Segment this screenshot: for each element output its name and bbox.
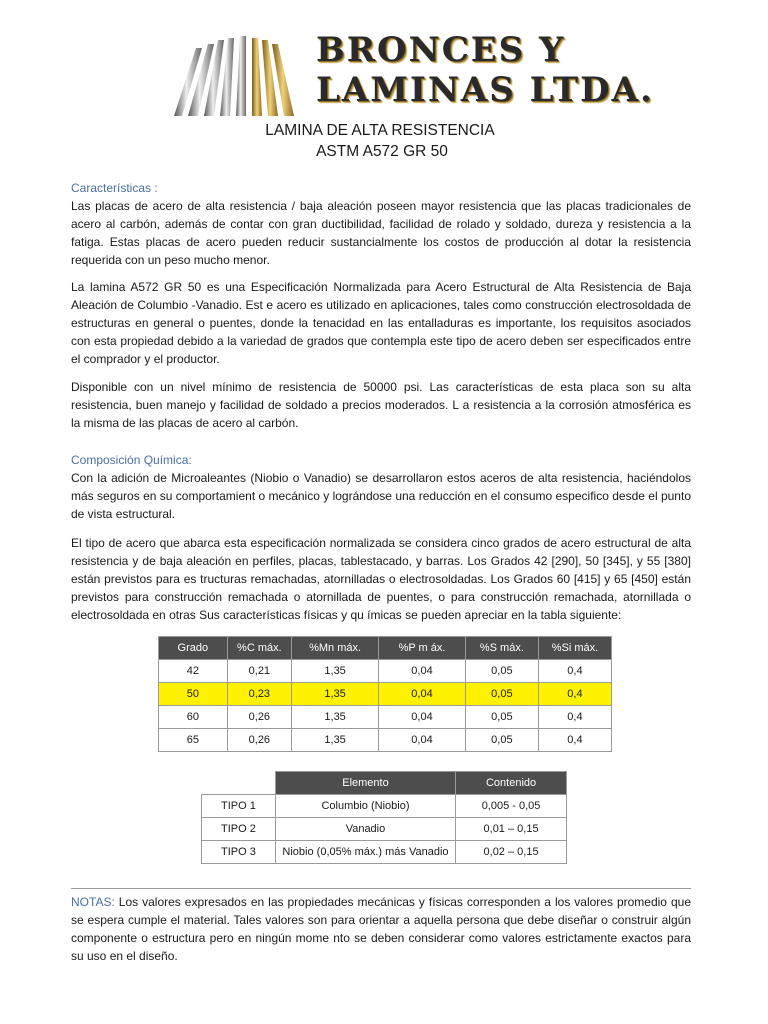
table-cell: 0,04 xyxy=(379,729,466,752)
company-name xyxy=(316,30,654,110)
table-row xyxy=(159,660,612,683)
table-row xyxy=(202,795,567,818)
table-cell: Niobio (0,05% máx.) más Vanadio xyxy=(275,841,455,864)
table-cell: 1,35 xyxy=(292,729,379,752)
paragraph-tipo-acero: El tipo de acero que abarca esta especificación normalizada se considera cinco grados de acero estructural de alta resistencia y de baja aleación en perfiles, placas, tablestacado, y barras. Los Grados 42 [290], 50 [345], y 55 [380] están previstos para es tructuras remachadas, atornilladas o electrosoldadas. Los Grados 60 [415] y 65 [450] están previstos para construcción remachada o atornillada de puentes, o para construcción remachada, atornillada o electrosoldada en otras Sus características físicas y qu ímicas se pueden apreciar en la tabla siguiente: xyxy=(71,536,691,622)
table-cell: 0,23 xyxy=(227,683,291,706)
table-cell: 1,35 xyxy=(292,706,379,729)
composicion-section xyxy=(71,452,691,523)
table-cell: TIPO 1 xyxy=(202,795,276,818)
table-cell: 0,21 xyxy=(227,660,291,683)
table-row xyxy=(159,706,612,729)
grades-header-cell: %S máx. xyxy=(465,637,538,660)
table-cell: 0,4 xyxy=(538,729,611,752)
table-cell: 1,35 xyxy=(292,683,379,706)
notes-text: Los valores expresados en las propiedades mecánicas y físicas corresponden a los valores promedio que se espera cumple el material. Tales valores son para orientar a aquella persona que debe diseñar o construir algún componente o estructura pero en ningún mome nto se deben considerar como valores estrictamente exactos para su uso en el diseño. xyxy=(71,895,691,963)
table-cell: 0,05 xyxy=(465,706,538,729)
table-cell: TIPO 2 xyxy=(202,818,276,841)
grades-header-cell: Grado xyxy=(159,637,228,660)
title-line2: ASTM A572 GR 50 xyxy=(316,143,448,160)
table-cell: 0,4 xyxy=(538,706,611,729)
table-cell: 0,04 xyxy=(379,706,466,729)
grades-header-cell: %P m áx. xyxy=(379,637,466,660)
table-cell: 1,35 xyxy=(292,660,379,683)
elements-table xyxy=(201,771,567,864)
table-row xyxy=(202,818,567,841)
table-cell: Columbio (Niobio) xyxy=(275,795,455,818)
elements-header-cell: Elemento xyxy=(275,772,455,795)
table-cell: 0,4 xyxy=(538,683,611,706)
notes-label: NOTAS: xyxy=(71,895,115,909)
table-cell: 0,4 xyxy=(538,660,611,683)
composicion-text: Con la adición de Microaleantes (Niobio o Vanadio) se desarrollaron estos aceros de alta resistencia, haciéndolos más seguros en su comportamient o mecánico y lográndose una reducción en el consumo especifico desde el punto de vista estructural. xyxy=(71,471,691,521)
grades-header-cell: %Si máx. xyxy=(538,637,611,660)
table-cell: 60 xyxy=(159,706,228,729)
table-cell: 50 xyxy=(159,683,228,706)
table-cell: 0,05 xyxy=(465,660,538,683)
table-cell: 0,05 xyxy=(465,729,538,752)
table-cell: 0,26 xyxy=(227,706,291,729)
table-row xyxy=(159,729,612,752)
table-cell: 0,26 xyxy=(227,729,291,752)
table-cell: 0,02 – 0,15 xyxy=(456,841,567,864)
grades-table xyxy=(158,636,612,752)
table-cell: 0,04 xyxy=(379,660,466,683)
table-cell: TIPO 3 xyxy=(202,841,276,864)
table-cell: 0,005 - 0,05 xyxy=(456,795,567,818)
table-cell: 42 xyxy=(159,660,228,683)
notes-section xyxy=(71,888,691,965)
grades-header-cell: %Mn máx. xyxy=(292,637,379,660)
title-line1: LAMINA DE ALTA RESISTENCIA xyxy=(265,122,495,139)
table-row xyxy=(202,841,567,864)
composicion-label: Composición Química: xyxy=(71,453,192,467)
company-name-line1: BRONCES Y xyxy=(316,30,566,70)
grades-table-header xyxy=(159,637,612,660)
table-cell: 0,05 xyxy=(465,683,538,706)
table-row-highlighted xyxy=(159,683,612,706)
metal-bars-logo-icon xyxy=(168,30,308,116)
elements-header-cell: Contenido xyxy=(456,772,567,795)
company-name-line2: LAMINAS LTDA. xyxy=(316,70,654,110)
paragraph-a572: La lamina A572 GR 50 es una Especificación Normalizada para Acero Estructural de Alta Resistencia de Baja Aleación de Columbio -Vanadio. Est e acero es utilizado en aplicaciones, tales como construcción electrosoldada de estructuras en general o puentes, donde la tenacidad en las entalladuras es importante, los requisitos asociados con esta propiedad debido a la variedad de grados que contempla este tipo de acero deben ser especificados entre el comprador y el productor. xyxy=(71,280,691,366)
company-logo xyxy=(168,30,654,116)
elements-header-cell-empty xyxy=(202,772,276,795)
paragraph-disponible: Disponible con un nivel mínimo de resistencia de 50000 psi. Las características de esta placa son su alta resistencia, buen manejo y facilidad de soldado a precios moderados. L a resistencia a la corrosión atmosférica es la misma de las placas de acero al carbón. xyxy=(71,380,691,430)
caracteristicas-label: Características : xyxy=(71,181,158,195)
elements-table-header xyxy=(202,772,567,795)
document-title xyxy=(0,120,768,162)
caracteristicas-text: Las placas de acero de alta resistencia / baja aleación poseen mayor resistencia que las placas tradicionales de acero al carbón, además de contar con gran ductibilidad, facilidad de rolado y soldado, dureza y resistencia a la fatiga. Estas placas de acero pueden reducir sustancialmente los costos de producción al dotar la resistencia requerida con un peso mucho menor. xyxy=(71,199,691,267)
caracteristicas-section xyxy=(71,180,691,269)
table-cell: 65 xyxy=(159,729,228,752)
table-cell: 0,04 xyxy=(379,683,466,706)
grades-header-cell: %C máx. xyxy=(227,637,291,660)
table-cell: 0,01 – 0,15 xyxy=(456,818,567,841)
table-cell: Vanadio xyxy=(275,818,455,841)
